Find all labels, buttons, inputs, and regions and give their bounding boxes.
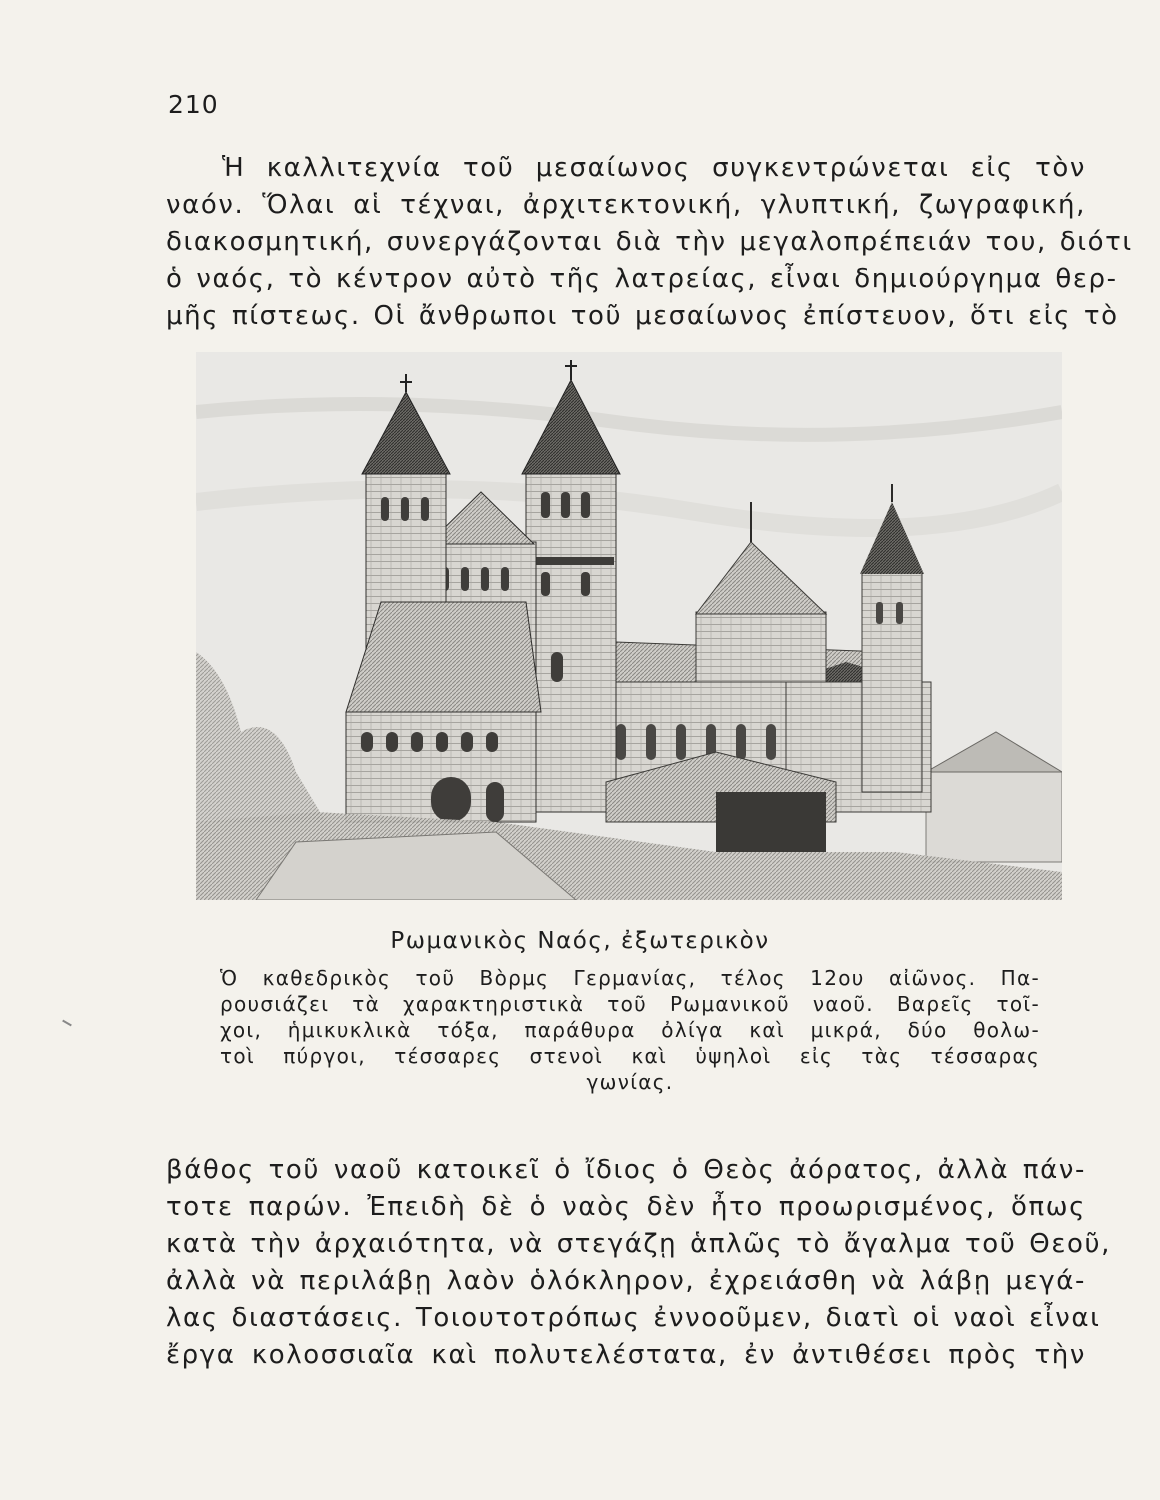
page-number: 210	[168, 90, 219, 119]
cathedral-illustration	[196, 352, 1062, 900]
text-line: ἔργα κολοσσιαῖα καὶ πολυτελέστατα, ἐν ἀντιθέσει πρὸς τὴν	[166, 1340, 1086, 1370]
caption-line: γωνίας.	[586, 1070, 674, 1094]
text-line: κατὰ τὴν ἀρχαιότητα, νὰ στεγάζῃ ἁπλῶς τὸ ἄγαλμα τοῦ Θεοῦ,	[166, 1229, 1112, 1259]
text-line: βάθος τοῦ ναοῦ κατοικεῖ ὁ ἴδιος ὁ Θεὸς ἀόρατος, ἀλλὰ πάν-	[166, 1155, 1086, 1185]
cathedral-drawing	[196, 352, 1062, 900]
text-line: τοτε παρών. Ἐπειδὴ δὲ ὁ ναὸς δὲν ἦτο προωρισμένος, ὅπως	[166, 1192, 1086, 1222]
figure-caption	[220, 965, 1040, 1095]
figure-caption-title: Ρωμανικὸς Ναός, ἐξωτερικὸν	[390, 928, 770, 954]
caption-line: ρουσιάζει τὰ χαρακτηριστικὰ τοῦ Ρωμανικοῦ ναοῦ. Βαρεῖς τοῖ-	[220, 992, 1040, 1016]
text-line: Ἡ καλλιτεχνία τοῦ μεσαίωνος συγκεντρώνεται εἰς τὸν	[222, 153, 1086, 183]
caption-line: Ὁ καθεδρικὸς τοῦ Βὸρμς Γερμανίας, τέλος 12ου αἰῶνος. Πα-	[220, 966, 1040, 990]
text-line: λας διαστάσεις. Τοιουτοτρόπως ἐννοοῦμεν, διατὶ οἱ ναοὶ εἶναι	[166, 1303, 1101, 1333]
text-line: ὁ ναός, τὸ κέντρον αὐτὸ τῆς λατρείας, εἶναι δημιούργημα θερ-	[166, 264, 1118, 294]
continuation-paragraph	[166, 1152, 1112, 1374]
text-line: μῆς πίστεως. Οἱ ἄνθρωποι τοῦ μεσαίωνος ἐπίστευον, ὅτι εἰς τὸ	[166, 301, 1119, 331]
intro-paragraph	[166, 150, 1133, 335]
text-line: διακοσμητική, συνεργάζονται διὰ τὴν μεγαλοπρέπειάν του, διότι	[166, 227, 1133, 257]
text-line: ναόν. Ὅλαι αἱ τέχναι, ἀρχιτεκτονική, γλυπτική, ζωγραφική,	[166, 190, 1086, 220]
caption-line: χοι, ἡμικυκλικὰ τόξα, παράθυρα ὀλίγα καὶ μικρά, δύο θολω-	[220, 1018, 1040, 1042]
text-line: ἀλλὰ νὰ περιλάβῃ λαὸν ὁλόκληρον, ἐχρειάσθη νὰ λάβῃ μεγά-	[166, 1266, 1086, 1296]
caption-line: τοὶ πύργοι, τέσσαρες στενοὶ καὶ ὑψηλοὶ εἰς τὰς τέσσαρας	[220, 1044, 1040, 1068]
print-blemish	[62, 1020, 72, 1027]
